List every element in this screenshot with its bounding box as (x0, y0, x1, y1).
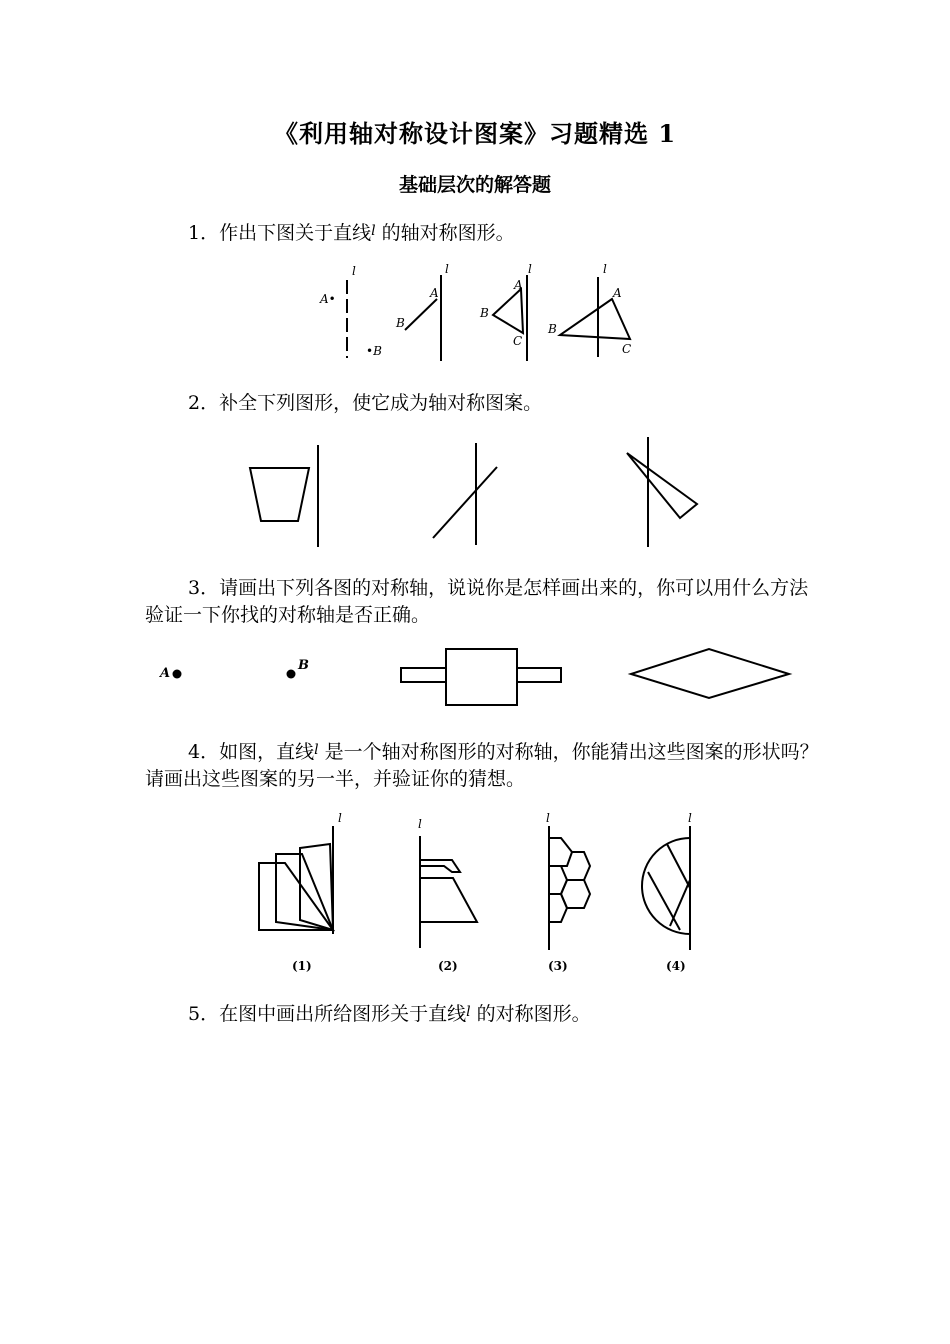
figure-1 (0, 255, 950, 385)
fig1-segment-ab (405, 299, 437, 330)
question-4-var: l (314, 742, 319, 758)
question-4-pre: 4．如图，直线 (188, 741, 315, 763)
fig3-label-a: A (160, 666, 171, 681)
fig3-left-bar (401, 668, 446, 682)
fig4-sheet-back (259, 863, 333, 930)
figure-2 (0, 435, 950, 555)
fig1-label-b-4: B (548, 322, 557, 336)
fig3-point-b (287, 670, 296, 679)
fig1-triangle-2 (560, 299, 630, 339)
fig1-label-b-script: B (396, 316, 405, 330)
question-3: 3．请画出下列各图的对称轴，说说你是怎样画出来的，你可以用什么方法验证一下你找的对称轴是否正确。 (145, 577, 809, 626)
question-2: 2．补全下列图形，使它成为轴对称图案。 (188, 392, 543, 414)
fig1-label-a-3: A (514, 278, 523, 292)
fig4-chord-3 (670, 880, 690, 926)
page-title: 《利用轴对称设计图案》习题精选 1 (273, 119, 677, 148)
question-1-pre: 1．作出下图关于直线 (188, 222, 372, 244)
figure-3 (0, 640, 950, 720)
fig4-hex-mid-left (549, 866, 567, 894)
section-subtitle: 基础层次的解答题 (398, 174, 551, 196)
fig4-semicircle (642, 838, 690, 934)
question-5-pre: 5．在图中画出所给图形关于直线 (188, 1003, 467, 1025)
fig3-right-bar (517, 668, 561, 682)
fig4-caption-4: (4) (666, 959, 686, 973)
question-5-var: l (466, 1004, 471, 1020)
fig4-label-l-2: l (418, 817, 422, 831)
fig4-label-l-3: l (546, 811, 550, 825)
question-1 (188, 218, 515, 247)
fig4-hex-bot-left (549, 894, 567, 922)
fig4-label-l-4: l (688, 811, 692, 825)
fig4-caption-2: (2) (438, 959, 458, 973)
fig1-label-l-1: l (352, 264, 356, 278)
fig4-chord-1 (667, 844, 690, 888)
fig1-label-l-3: l (528, 262, 532, 276)
fig4-caption-1: (1) (292, 959, 312, 973)
fig2-diagonal (433, 467, 497, 538)
fig1-label-a-4: A (613, 286, 622, 300)
fig1-label-c-3: C (513, 334, 523, 348)
fig1-label-b-dot: •B (366, 344, 382, 358)
fig4-base (420, 878, 477, 922)
fig4-hook (420, 860, 460, 872)
question-1-var: l (371, 223, 376, 239)
fig4-caption-3: (3) (548, 959, 568, 973)
fig1-label-a-dot: A• (320, 292, 336, 306)
fig1-label-a-2: A (430, 286, 439, 300)
question-1-post: 的轴对称图形。 (375, 222, 515, 244)
figure-4 (0, 808, 950, 978)
fig1-label-l-2: l (445, 262, 449, 276)
fig2-trapezoid (250, 468, 309, 521)
question-5 (188, 999, 591, 1028)
fig1-label-l-4: l (603, 262, 607, 276)
fig4-hex-top-left (549, 838, 572, 866)
fig1-label-c-4: C (622, 342, 632, 356)
fig4-hex-top-right (572, 852, 590, 880)
fig4-label-l-1: l (338, 811, 342, 825)
fig4-chord-2 (648, 872, 680, 930)
fig3-label-b: B (298, 658, 309, 673)
question-4-post: 是一个轴对称图形的对称轴，你能猜出这些图案的形状吗？请画出这些图案的另一半，并验证你的猜想。 (145, 741, 819, 790)
fig3-point-a (173, 670, 182, 679)
fig1-label-b-3: B (480, 306, 489, 320)
question-5-post: 的对称图形。 (470, 1003, 591, 1025)
fig3-center-box (446, 649, 517, 705)
fig3-rhombus (631, 649, 789, 698)
fig2-triangle (627, 453, 697, 518)
question-4 (145, 737, 825, 793)
fig1-triangle-1 (493, 289, 523, 333)
